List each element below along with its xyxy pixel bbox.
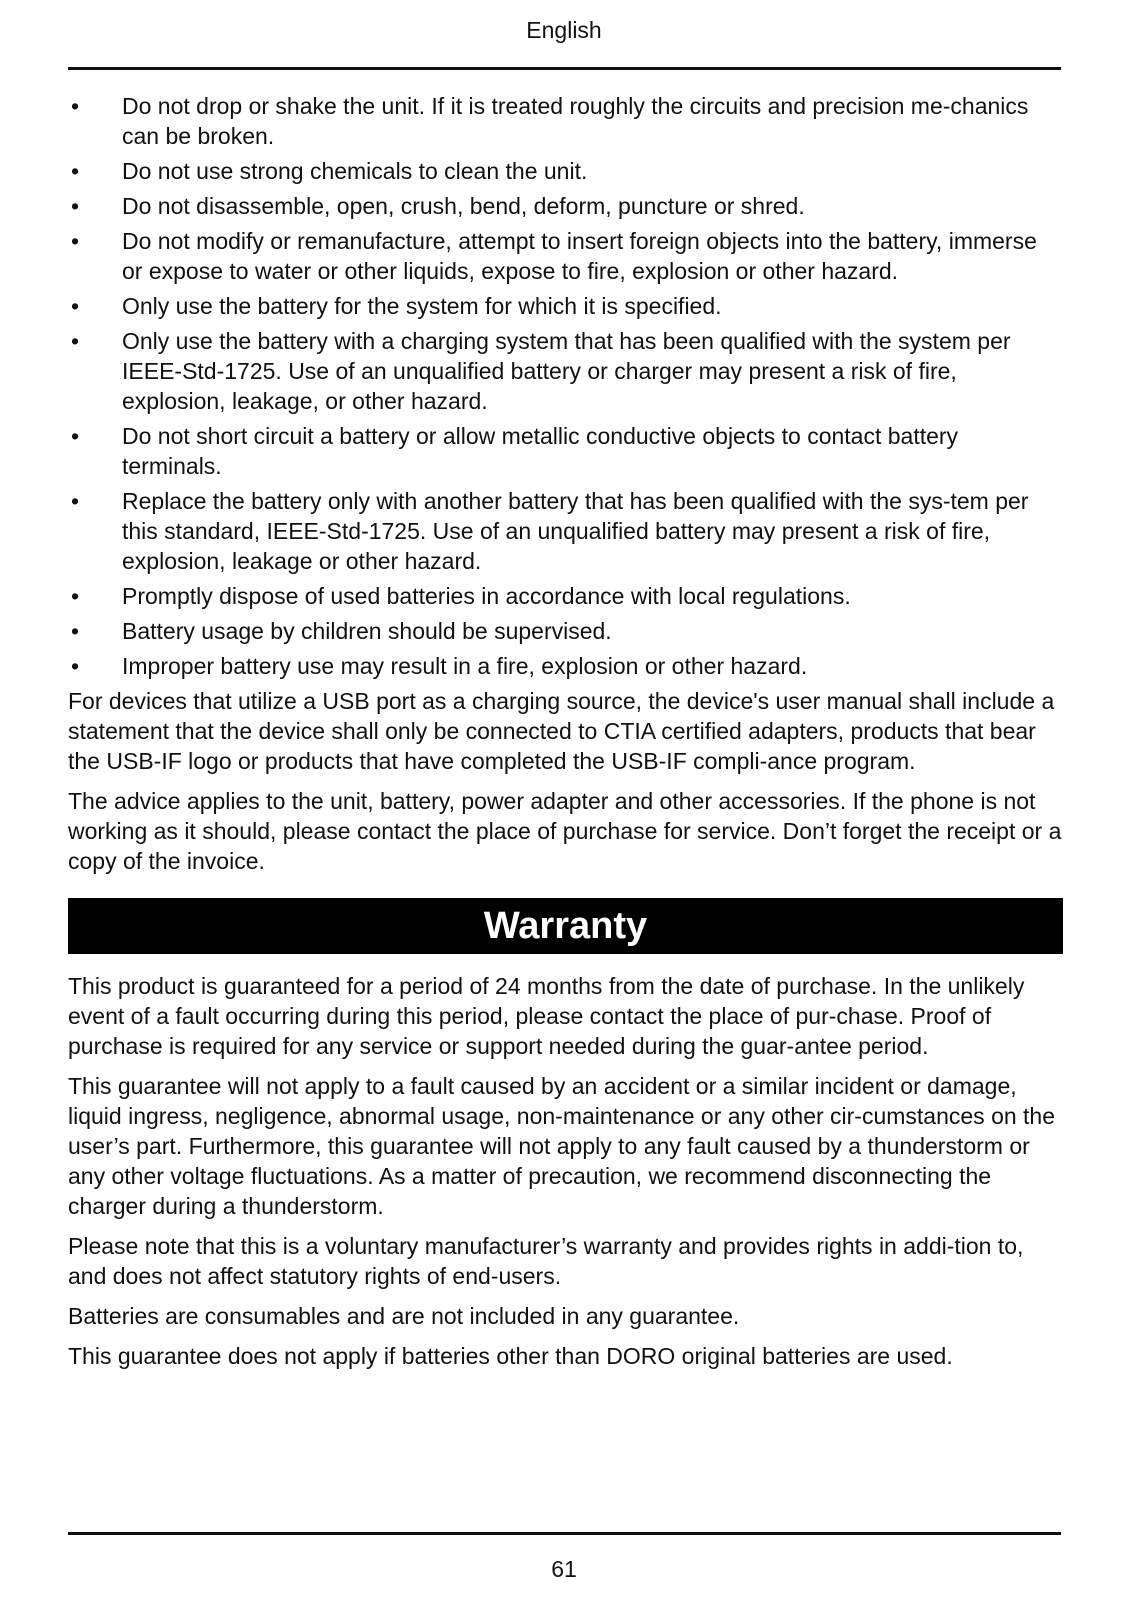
list-item: • Do not modify or remanufacture, attempt to insert foreign objects into the battery, immerse or expose to water or other liquids, expose to fire, explosion or other hazard. [71,228,1037,284]
list-item: • Do not use strong chemicals to clean the unit. [71,158,588,184]
warranty-paragraph: Batteries are consumables and are not included in any guarantee. [68,1303,740,1329]
list-item-text: Only use the battery for the system for which it is specified. [122,293,722,319]
list-item-text: Promptly dispose of used batteries in accordance with local regulations. [122,583,851,609]
list-item: • Only use the battery for the system for which it is specified. [71,293,722,319]
warranty-paragraph: This product is guaranteed for a period of 24 months from the date of purchase. In the unlikely event of a fault occurring during this period, please contact the place of pur-chase. Proof of purchase is required for any service or support needed during the guar-antee period. [68,973,1025,1059]
footer-divider [68,1532,1061,1535]
list-item: • Only use the battery with a charging system that has been qualified with the system per IEEE-Std-1725. Use of an unqualified battery or charger may present a risk of fire, explosion, leakage, or other hazard. [71,328,1011,414]
header-language: English [526,17,602,43]
list-item: • Do not disassemble, open, crush, bend, deform, puncture or shred. [71,193,805,219]
list-item: • Improper battery use may result in a fire, explosion or other hazard. [71,653,808,679]
list-item-text: Do not disassemble, open, crush, bend, deform, puncture or shred. [122,193,805,219]
list-item-text: Only use the battery with a charging system that has been qualified with the system per IEEE-Std-1725. Use of an unqualified battery or charger may present a risk of fire, explosion, leakage, or other hazard. [122,328,1011,414]
page-number: 61 [551,1556,577,1582]
list-item: • Do not drop or shake the unit. If it is treated roughly the circuits and precision me-chanics can be broken. [71,93,1029,149]
warranty-paragraph: Please note that this is a voluntary manufacturer’s warranty and provides rights in addi-tion to, and does not affect statutory rights of end-users. [68,1233,1024,1289]
list-item-text: Replace the battery only with another battery that has been qualified with the sys-tem per this standard, IEEE-Std-1725. Use of an unqualified battery may present a risk of fire, explosion, leakage or other hazard. [122,488,1029,574]
safety-bullet-list [68,91,1063,681]
list-item-text: Do not short circuit a battery or allow metallic conductive objects to contact battery terminals. [122,423,959,479]
list-item: • Promptly dispose of used batteries in accordance with local regulations. [71,583,851,609]
list-item: • Battery usage by children should be supervised. [71,618,612,644]
warranty-paragraph: This guarantee does not apply if batteries other than DORO original batteries are used. [68,1343,953,1369]
list-item-text: Improper battery use may result in a fire, explosion or other hazard. [122,653,808,679]
list-item-text: Do not modify or remanufacture, attempt to insert foreign objects into the battery, immerse or expose to water or other liquids, expose to fire, explosion or other hazard. [122,228,1037,284]
list-item: • Do not short circuit a battery or allow metallic conductive objects to contact battery terminals. [71,423,959,479]
list-item-text: Do not use strong chemicals to clean the unit. [122,158,588,184]
list-item-text: Do not drop or shake the unit. If it is treated roughly the circuits and precision me-chanics can be broken. [122,93,1029,149]
warranty-paragraph: This guarantee will not apply to a fault caused by an accident or a similar incident or damage, liquid ingress, negligence, abnormal usage, non-maintenance or any other cir-cumstances on the user’s part. Furthermore, this guarantee will not apply to any fault caused by a thunderstorm or any other voltage fluctuations. As a matter of precaution, we recommend disconnecting the charger during a thunderstorm. [68,1073,1056,1219]
usb-charging-paragraph: For devices that utilize a USB port as a charging source, the device's user manual shall include a statement that the device shall only be connected to CTIA certified adapters, products that bear the USB-IF logo or products that have completed the USB-IF compli-ance program. [68,688,1055,774]
header-divider [68,67,1061,70]
list-item-text: Battery usage by children should be supervised. [122,618,612,644]
warranty-heading: Warranty [68,898,1063,954]
page-content [68,91,1063,1381]
list-item: • Replace the battery only with another battery that has been qualified with the sys-tem per this standard, IEEE-Std-1725. Use of an unqualified battery may present a risk of fire, explosion, leakage or other hazard. [71,488,1029,574]
advice-paragraph: The advice applies to the unit, battery, power adapter and other accessories. If the phone is not working as it should, please contact the place of purchase for service. Don’t forget the receipt or a copy of the invoice. [68,788,1062,874]
